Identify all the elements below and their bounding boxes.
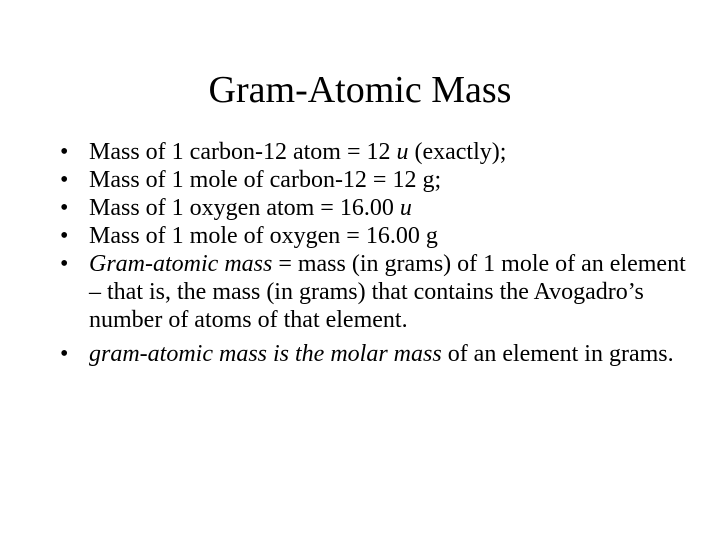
bullet-item <box>60 250 690 334</box>
bullet-list <box>60 138 690 368</box>
bullet-item <box>60 222 690 250</box>
slide-title: Gram-Atomic Mass <box>208 69 512 111</box>
bullet-text-italic: Gram-atomic mass <box>89 251 273 277</box>
bullet-dot-icon: • <box>60 251 69 277</box>
bullet-text: Mass of 1 carbon-12 atom = 12 <box>89 139 397 165</box>
bullet-item <box>60 340 690 368</box>
bullet-dot-icon: • <box>60 195 69 221</box>
bullet-dot-icon: • <box>60 341 69 367</box>
bullet-dot-icon: • <box>60 223 69 249</box>
bullet-text: = mass (in grams) of 1 mole of an element – that is, the mass (in grams) that contains the Avogadro’s number of atoms of that element. <box>89 251 686 333</box>
bullet-text: of an element in grams. <box>441 341 674 367</box>
bullet-text: (exactly); <box>408 139 507 165</box>
bullet-text-italic: u <box>396 139 409 165</box>
bullet-text: Mass of 1 mole of oxygen = 16.00 g <box>89 223 438 249</box>
bullet-item <box>60 138 690 166</box>
bullet-text-italic: u <box>399 195 412 221</box>
bullet-text: Mass of 1 oxygen atom = 16.00 <box>89 195 400 221</box>
bullet-item <box>60 194 690 222</box>
bullet-text-italic: gram-atomic mass is the molar mass <box>89 341 442 367</box>
bullet-text: Mass of 1 mole of carbon-12 = 12 g; <box>89 167 442 193</box>
bullet-dot-icon: • <box>60 167 69 193</box>
bullet-item <box>60 166 690 194</box>
bullet-dot-icon: • <box>60 139 69 165</box>
